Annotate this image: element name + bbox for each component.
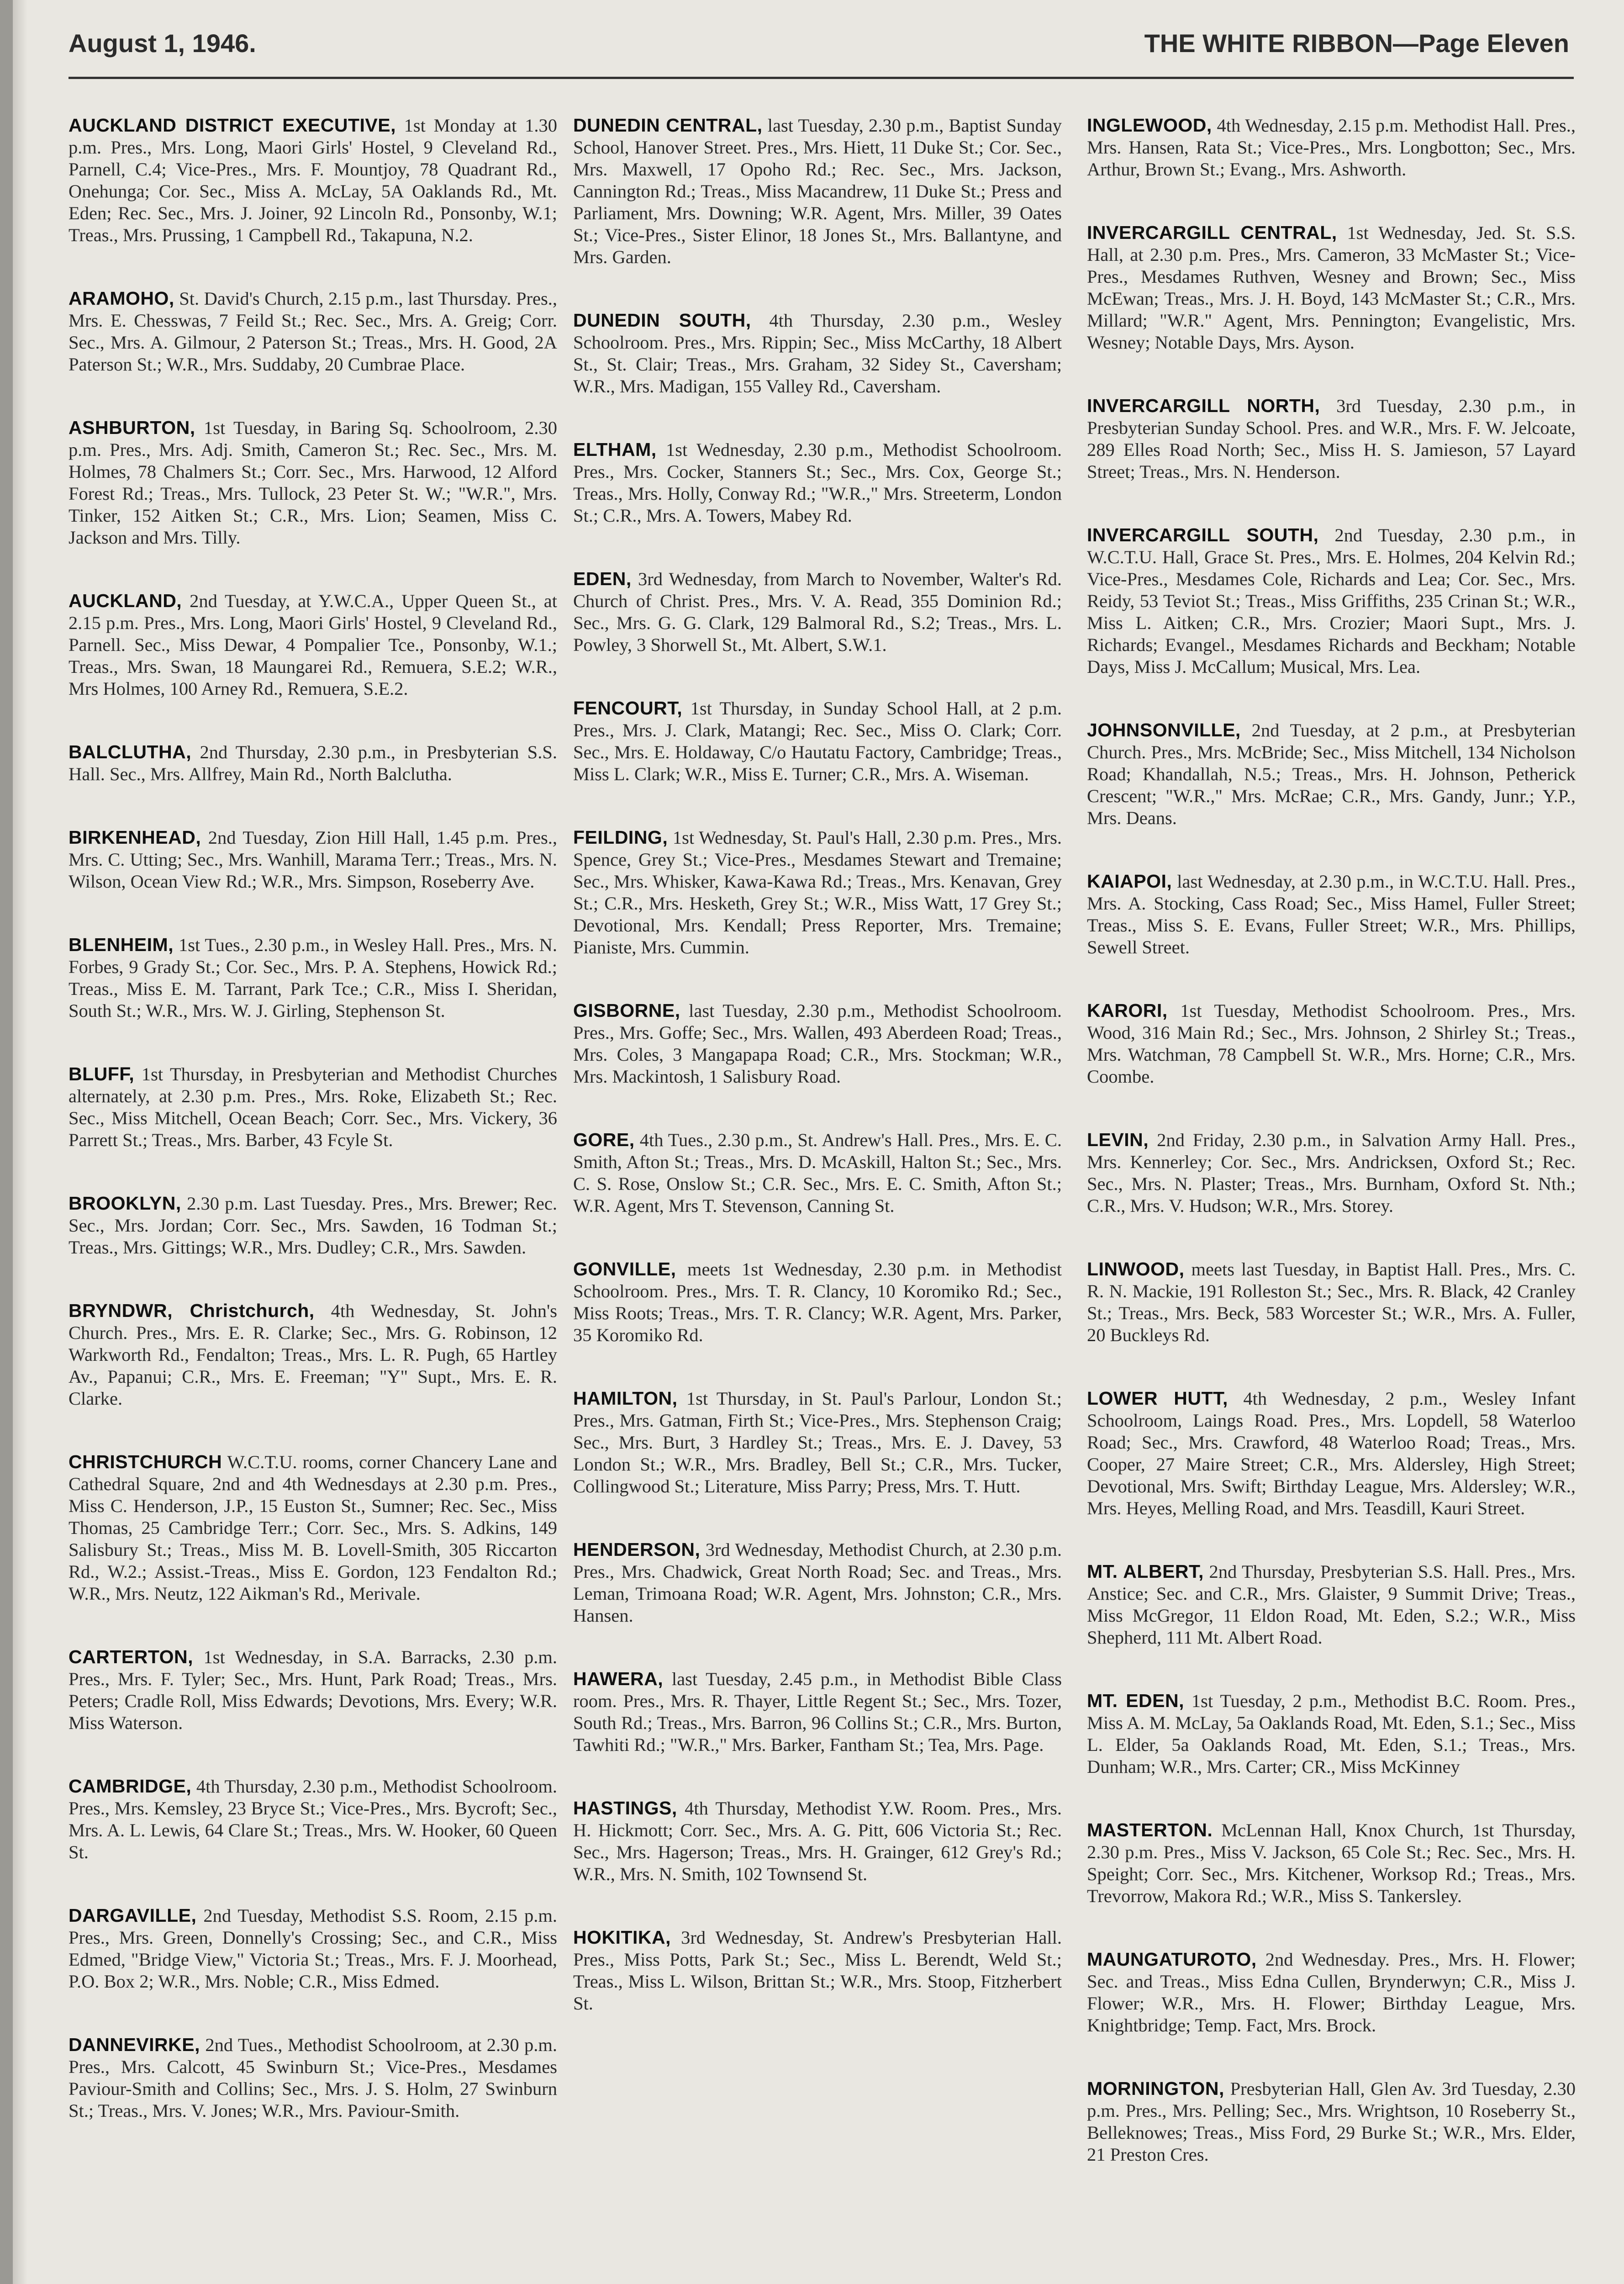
branch-entry	[69, 1904, 557, 1993]
branch-entry	[69, 1775, 557, 1863]
branch-name: LEVIN,	[1087, 1129, 1149, 1150]
branch-entry	[1087, 999, 1576, 1088]
branch-entry	[69, 2034, 557, 2122]
branch-details: 1st Thursday, in Sunday School Hall, at 2 p.m. Pres., Mrs. J. Clark, Matangi; Rec. Sec., Miss O. Clark; Corr. Sec., Mrs. E. Holdaway, C/o Hautatu Factory, Cambridge; Treas., Miss L. Clark; W.R., Miss E. Turner; C.R., Mrs. A. Wiseman.	[573, 698, 1062, 784]
publication-title: THE WHITE RIBBON—Page Eleven	[1144, 29, 1569, 58]
branch-details: last Wednesday, at 2.30 p.m., in W.C.T.U. Hall. Pres., Mrs. A. Stocking, Cass Road; Sec., Miss Hamel, Fuller Street; Treas., Miss S. E. Evans, Fuller Street; W.R., Mrs. Phillips, Sewell Street.	[1087, 871, 1576, 957]
branch-entry	[1087, 1948, 1576, 2036]
branch-details: 1st Tuesday, in Baring Sq. Schoolroom, 2.30 p.m. Pres., Mrs. Adj. Smith, Cameron St.; Rec. Sec., Mrs. M. Holmes, 78 Chalmers St.; Corr. Sec., Mrs. Harwood, 12 Alford Forest Rd.; Treas., Mrs. Tullock, 23 Peter St. W.; "W.R.", Mrs. Tinker, 152 Aitken St.; C.R., Mrs. Lion; Seamen, Miss C. Jackson and Mrs. Tilly.	[69, 418, 558, 548]
branch-name: KAIAPOI,	[1087, 871, 1172, 892]
branch-details: 1st Tues., 2.30 p.m., in Wesley Hall. Pres., Mrs. N. Forbes, 9 Grady St.; Cor. Sec., Mrs. P. A. Stephens, Howick Rd.; Treas., Miss E. M. Tarrant, Park Tce.; C.R., Miss I. Sheridan, South St.; W.R., Mrs. W. J. Girling, Stephenson St.	[69, 935, 557, 1021]
branch-name: MORNINGTON,	[1087, 2078, 1224, 2099]
branch-name: ELTHAM,	[573, 439, 657, 460]
branch-entry	[573, 1668, 1062, 1756]
branch-name: KARORI,	[1087, 1000, 1168, 1021]
branch-name: DANNEVIRKE,	[69, 2034, 200, 2055]
branch-name: HENDERSON,	[573, 1539, 701, 1560]
branch-name: FENCOURT,	[573, 698, 683, 719]
branch-details: 4th Wednesday, 2.15 p.m. Methodist Hall. Pres., Mrs. Hansen, Rata St.; Vice-Pres., Mrs. Longbotton; Sec., Mrs. Arthur, Brown St.; Evang., Mrs. Ashworth.	[1087, 115, 1576, 180]
branch-name: JOHNSONVILLE,	[1087, 719, 1241, 740]
branch-entry	[69, 826, 557, 893]
column-3	[1087, 114, 1576, 2166]
branch-entry	[69, 934, 557, 1022]
branch-name: BLUFF,	[69, 1063, 135, 1084]
branch-details: 1st Wednesday, St. Paul's Hall, 2.30 p.m. Pres., Mrs. Spence, Grey St.; Vice-Pres., Mesdames Stewart and Tremaine; Sec., Mrs. Whisker, Kawa-Kawa Rd.; Treas., Mrs. Kenavan, Grey St.; C.R., Mrs. Hesketh, Grey St.; W.R., Miss Watt, 17 Grey St.; Devotional, Mrs. Kendall; Press Reporter, Mrs. Tremaine; Pianiste, Mrs. Cummin.	[573, 827, 1062, 957]
branch-details: 3rd Wednesday, Methodist Church, at 2.30 p.m. Pres., Mrs. Chadwick, Great North Road; Sec. and Treas., Mrs. Leman, Trimoana Road; W.R. Agent, Mrs. Johnston; C.R., Mrs. Hansen.	[573, 1539, 1062, 1626]
branch-name: HAWERA,	[573, 1668, 664, 1689]
branch-details: 4th Tues., 2.30 p.m., St. Andrew's Hall. Pres., Mrs. E. C. Smith, Afton St.; Treas., Mrs. D. McAskill, Halton St.; Sec., Mrs. C. S. Rose, Onslow St.; C.R. Sec., Mrs. E. C. Smith, Afton St.; W.R. Agent, Mrs T. Stevenson, Canning St.	[573, 1130, 1062, 1216]
branch-name: INVERCARGILL CENTRAL,	[1087, 222, 1337, 243]
branch-name: BROOKLYN,	[69, 1193, 181, 1214]
branch-entry	[69, 1192, 557, 1258]
branch-details: McLennan Hall, Knox Church, 1st Thursday, 2.30 p.m. Pres., Miss V. Jackson, 65 Cole St.; Rec. Sec., Mrs. H. Speight; Corr. Sec., Mrs. Kitchener, Worksop Rd.; Treas., Mrs. Trevorrow, Makora Rd.; W.R., Miss S. Tankersley.	[1087, 1820, 1576, 1906]
branch-details: 3rd Tuesday, 2.30 p.m., in Presbyterian Sunday School. Pres. and W.R., Mrs. F. W. Jelcoate, 289 Elles Road North; Sec., Miss H. S. Jamieson, 57 Layard Street; Treas., Mrs. N. Henderson.	[1087, 396, 1576, 482]
branch-details: W.C.T.U. rooms, corner Chancery Lane and Cathedral Square, 2nd and 4th Wednesdays at 2.30 p.m. Pres., Miss C. Henderson, J.P., 15 Euston St., Sumner; Rec. Sec., Miss Thomas, 25 Cambridge Terr.; Corr. Sec., Mrs. S. Adkins, 149 Salisbury St.; Treas., Miss M. B. Lovell-Smith, 305 Riccarton Rd., W.2.; Assist.-Treas., Miss E. Gordon, 123 Fendalton Rd.; W.R., Mrs. Neutz, 122 Aikman's Rd., Merivale.	[69, 1452, 557, 1604]
branch-details: 4th Wednesday, St. John's Church. Pres., Mrs. E. R. Clarke; Sec., Mrs. G. Robinson, 12 Warkworth Rd., Fendalton; Treas., Mrs. L. R. Pugh, 65 Hartley Av., Papanui; C.R., Mrs. E. Freeman; "Y" Supt., Mrs. E. R. Clarke.	[69, 1301, 558, 1409]
branch-details: 2nd Tues., Methodist Schoolroom, at 2.30 p.m. Pres., Mrs. Calcott, 45 Swinburn St.; Vice-Pres., Mesdames Paviour-Smith and Collins; Sec., Mrs. J. S. Holm, 27 Swinburn St.; Treas., Mrs. V. Jones; W.R., Mrs. Paviour-Smith.	[69, 2035, 558, 2121]
branch-name: INVERCARGILL SOUTH,	[1087, 524, 1319, 545]
branch-name: ASHBURTON,	[69, 417, 195, 438]
branch-entry	[573, 568, 1062, 656]
branch-name: AUCKLAND DISTRICT EXECUTIVE,	[69, 115, 396, 136]
branch-name: HASTINGS,	[573, 1798, 677, 1819]
branch-entry	[1087, 114, 1576, 180]
branch-details: 3rd Wednesday, from March to November, Walter's Rd. Church of Christ. Pres., Mrs. V. A. Read, 355 Dominion Rd.; Sec., Mrs. G. G. Clark, 129 Balmoral Rd., S.2; Treas., Mrs. L. Powley, 3 Shorwell St., Mt. Albert, S.W.1.	[573, 569, 1062, 655]
branch-name: BIRKENHEAD,	[69, 827, 201, 848]
branch-entry	[573, 309, 1062, 397]
branch-entry	[573, 826, 1062, 958]
branch-name: DUNEDIN SOUTH,	[573, 310, 751, 331]
branch-entry	[573, 1926, 1062, 2014]
branch-name: FEILDING,	[573, 827, 668, 848]
branch-details: 2nd Thursday, Presbyterian S.S. Hall. Pres., Mrs. Anstice; Sec. and C.R., Mrs. Glaister, 9 Summit Drive; Treas., Miss McGregor, 11 Eldon Road, Mt. Eden, S.2.; W.R., Miss Shepherd, 111 Mt. Albert Road.	[1087, 1561, 1576, 1648]
branch-details: Presbyterian Hall, Glen Av. 3rd Tuesday, 2.30 p.m. Pres., Mrs. Pelling; Sec., Mrs. Wrightson, 10 Roseberry St., Belleknowes; Treas., Miss Ford, 29 Burke St.; W.R., Mrs. Elder, 21 Preston Cres.	[1087, 2078, 1576, 2165]
page-binding-edge	[0, 0, 13, 2284]
branch-entry	[1087, 1129, 1576, 1217]
branch-entry	[573, 999, 1062, 1088]
branch-name: INVERCARGILL NORTH,	[1087, 395, 1320, 416]
branch-entry	[573, 1387, 1062, 1497]
branch-details: 1st Monday at 1.30 p.m. Pres., Mrs. Long, Maori Girls' Hostel, 9 Cleveland Rd., Parnell, C.4; Vice-Pres., Mrs. F. Mountjoy, 78 Quadrant Rd., Onehunga; Cor. Sec., Miss A. McLay, 5A Oaklands Rd., Mt. Eden; Rec. Sec., Mrs. J. Joiner, 92 Lincoln Rd., Ponsonby, W.1; Treas., Mrs. Prussing, 1 Campbell Rd., Takapuna, N.2.	[69, 115, 557, 245]
branch-entry	[573, 1129, 1062, 1217]
branch-entry	[69, 114, 557, 246]
branch-entry	[69, 1063, 557, 1151]
branch-details: last Tuesday, 2.45 p.m., in Methodist Bible Class room. Pres., Mrs. R. Thayer, Little Regent St.; Sec., Mrs. Tozer, South Rd.; Treas., Mrs. Barron, 96 Collins St.; C.R., Mrs. Burton, Tawhiti Rd.; "W.R.," Mrs. Barker, Fantham St.; Tea, Mrs. Page.	[573, 1669, 1062, 1755]
branch-details: 1st Tuesday, 2 p.m., Methodist B.C. Room. Pres., Miss A. M. McLay, 5a Oaklands Road, Mt. Eden, S.1.; Sec., Miss L. Elder, 5a Oaklands Road, Mt. Eden, S.1.; Treas., Mrs. Dunham; W.R., Mrs. Carter; CR., Miss McKinney	[1087, 1691, 1576, 1777]
branch-details: 4th Thursday, 2.30 p.m., Wesley Schoolroom. Pres., Mrs. Rippin; Sec., Miss McCarthy, 18 Albert St., St. Clair; Treas., Mrs. Graham, 32 Sidey St., Caversham; W.R., Mrs. Madigan, 155 Valley Rd., Caversham.	[573, 310, 1062, 397]
branch-details: 1st Thursday, in St. Paul's Parlour, London St.; Pres., Mrs. Gatman, Firth St.; Vice-Pres., Mrs. Stephenson Craig; Sec., Mrs. Burt, 3 Hardley St.; Treas., Mrs. E. J. Davey, 53 London St.; W.R., Mrs. Bradley, Bell St.; C.R., Mrs. Tucker, Collingwood St.; Literature, Miss Parry; Press, Mrs. T. Hutt.	[573, 1388, 1062, 1496]
branch-name: EDEN,	[573, 568, 632, 589]
branch-entry	[1087, 2078, 1576, 2166]
branch-entry	[1087, 524, 1576, 678]
branch-entry	[69, 287, 557, 375]
branch-details: 1st Wednesday, Jed. St. S.S. Hall, at 2.30 p.m. Pres., Mrs. Cameron, 33 McMaster St.; Vice-Pres., Mesdames Ruthven, Wesney and Brown; Sec., Miss McEwan; Treas., Mrs. J. H. Boyd, 143 McMaster St.; C.R., Mrs. Millard; "W.R." Agent, Mrs. Pennington; Evangelistic, Mrs. Wesney; Notable Days, Mrs. Ayson.	[1087, 222, 1576, 353]
branch-name: BRYNDWR, Christchurch,	[69, 1300, 315, 1321]
branch-entry	[573, 1797, 1062, 1885]
branch-name: ARAMOHO,	[69, 288, 174, 309]
branch-entry	[573, 1258, 1062, 1346]
branch-name: INGLEWOOD,	[1087, 115, 1212, 136]
branch-entry	[1087, 1560, 1576, 1649]
branch-details: 3rd Wednesday, St. Andrew's Presbyterian Hall. Pres., Miss Potts, Park St.; Sec., Miss L. Berendt, Weld St.; Treas., Miss L. Wilson, Brittan St.; W.R., Mrs. Stoop, Fitzherbert St.	[573, 1927, 1062, 2014]
branch-entry	[69, 590, 557, 700]
branch-name: GONVILLE,	[573, 1258, 676, 1279]
branch-entry	[1087, 1690, 1576, 1778]
branch-entry	[1087, 1819, 1576, 1907]
branch-name: DARGAVILLE,	[69, 1905, 197, 1926]
branch-details: 1st Wednesday, 2.30 p.m., Methodist Schoolroom. Pres., Mrs. Cocker, Stanners St.; Sec., Mrs. Cox, George St.; Treas., Mrs. Holly, Conway Rd.; "W.R.," Mrs. Streeterm, London St.; C.R., Mrs. A. Towers, Mabey Rd.	[573, 439, 1062, 526]
branch-entry	[573, 1539, 1062, 1627]
branch-details: 2nd Tuesday, at 2 p.m., at Presbyterian Church. Pres., Mrs. McBride; Sec., Miss Mitchell, 134 Nicholson Road; Khandallah, N.5.; Treas., Mrs. H. Johnson, Petherick Crescent; "W.R.," Mrs. McRae; C.R., Mrs. Gandy, Junr.; Y.P., Mrs. Deans.	[1087, 720, 1576, 828]
branch-entry	[1087, 1258, 1576, 1346]
branch-entry	[69, 1451, 557, 1605]
branch-details: last Tuesday, 2.30 p.m., Methodist Schoolroom. Pres., Mrs. Goffe; Sec., Mrs. Wallen, 493 Aberdeen Road; Treas., Mrs. Coles, 3 Mangapapa Road; C.R., Mrs. Stockman; W.R., Mrs. Mackintosh, 1 Salisbury Road.	[573, 1000, 1062, 1087]
branch-details: 4th Wednesday, 2 p.m., Wesley Infant Schoolroom, Laings Road. Pres., Mrs. Lopdell, 58 Waterloo Road; Sec., Mrs. Crawford, 48 Waterloo Road; Treas., Mrs. Cooper, 27 Maire Street; C.R., Mrs. Aldersley, High Street; Devotional, Mrs. Swift; Birthday League, Mrs. Aldersley; W.R., Mrs. Heyes, Melling Road, and Mrs. Teasdill, Kauri Street.	[1087, 1388, 1576, 1518]
branch-entry	[1087, 395, 1576, 483]
branch-details: last Tuesday, 2.30 p.m., Baptist Sunday School, Hanover Street. Pres., Mrs. Hiett, 11 Duke St.; Cor. Sec., Mrs. Maxwell, 17 Opoho Rd.; Rec. Sec., Mrs. Jackson, Cannington Rd.; Treas., Miss Macandrew, 11 Duke St.; Press and Parliament, Mrs. Downing; W.R. Agent, Mrs. Miller, 39 Oates St.; Vice-Pres., Sister Elinor, 18 Jones St., Mrs. Ballantyne, and Mrs. Garden.	[573, 115, 1062, 267]
branch-name: BLENHEIM,	[69, 934, 174, 955]
branch-entry	[69, 417, 557, 549]
branch-details: 2nd Friday, 2.30 p.m., in Salvation Army Hall. Pres., Mrs. Kennerley; Cor. Sec., Mrs. Andricksen, Oxford St.; Rec. Sec., Mrs. N. Plaster; Treas., Mrs. Burnham, Oxford St. Nth.; C.R., Mrs. V. Hudson; W.R., Mrs. Storey.	[1087, 1130, 1576, 1216]
branch-name: MT. EDEN,	[1087, 1690, 1185, 1711]
branch-name: MASTERTON.	[1087, 1819, 1213, 1840]
branch-details: St. David's Church, 2.15 p.m., last Thursday. Pres., Mrs. E. Chesswas, 7 Feild St.; Rec. Sec., Mrs. A. Greig; Corr. Sec., Mrs. A. Gilmour, 2 Paterson St.; Treas., Mrs. H. Good, 2A Paterson St.; W.R., Mrs. Suddaby, 20 Cumbrae Place.	[69, 288, 557, 375]
branch-details: meets 1st Wednesday, 2.30 p.m. in Methodist Schoolroom. Pres., Mrs. T. R. Clancy, 10 Koromiko Rd.; Sec., Miss Roots; Treas., Mrs. T. R. Clancy; W.R. Agent, Mrs. Parker, 35 Koromiko Rd.	[573, 1259, 1062, 1345]
header-rule	[69, 77, 1574, 79]
branch-entry	[1087, 222, 1576, 354]
branch-entry	[1087, 1387, 1576, 1519]
branch-name: CARTERTON,	[69, 1646, 194, 1667]
column-1	[69, 114, 557, 2122]
branch-details: 1st Thursday, in Presbyterian and Methodist Churches alternately, at 2.30 p.m. Pres., Mrs. Roke, Elizabeth St.; Rec. Sec., Miss Mitchell, Ocean Beach; Corr. Sec., Mrs. Vickery, 36 Parrett St.; Treas., Mrs. Barber, 43 Fcyle St.	[69, 1064, 558, 1150]
branch-name: BALCLUTHA,	[69, 741, 192, 762]
branch-name: LOWER HUTT,	[1087, 1388, 1228, 1409]
branch-details: 4th Thursday, 2.30 p.m., Methodist Schoolroom. Pres., Mrs. Kemsley, 23 Bryce St.; Vice-Pres., Mrs. Bycroft; Sec., Mrs. A. L. Lewis, 64 Clare St.; Treas., Mrs. W. Hooker, 60 Queen St.	[69, 1776, 557, 1862]
branch-details: 2nd Tuesday, at Y.W.C.A., Upper Queen St., at 2.15 p.m. Pres., Mrs. Long, Maori Girls' Hostel, 9 Cleveland Rd., Parnell. Sec., Miss Dewar, 4 Pompalier Tce., Ponsonby, W.1.; Treas., Mrs. Swan, 18 Maungarei Rd., Remuera, S.E.2; W.R., Mrs Holmes, 100 Arney Rd., Remuera, S.E.2.	[69, 591, 557, 699]
branch-entry	[69, 741, 557, 785]
branch-details: 2.30 p.m. Last Tuesday. Pres., Mrs. Brewer; Rec. Sec., Mrs. Jordan; Corr. Sec., Mrs. Sawden, 16 Todman St.; Treas., Mrs. Gittings; W.R., Mrs. Dudley; C.R., Mrs. Sawden.	[69, 1193, 558, 1258]
branch-name: HAMILTON,	[573, 1388, 678, 1409]
branch-name: CAMBRIDGE,	[69, 1776, 192, 1797]
issue-date: August 1, 1946.	[69, 29, 256, 58]
branch-entry	[69, 1300, 557, 1410]
branch-entry	[1087, 719, 1576, 829]
branch-details: 2nd Tuesday, 2.30 p.m., in W.C.T.U. Hall, Grace St. Pres., Mrs. E. Holmes, 204 Kelvin Rd.; Vice-Pres., Mesdames Cole, Richards and Lea; Cor. Sec., Mrs. Reidy, 53 Teviot St.; Treas., Miss Griffiths, 235 Crinan St.; W.R., Miss L. Aitken; C.R., Mrs. Crozier; Maori Supt., Mrs. J. Richards; Evangel., Mesdames Richards and Beckham; Notable Days, Miss J. McCallum; Musical, Mrs. Lea.	[1087, 525, 1576, 677]
branch-name: MT. ALBERT,	[1087, 1561, 1204, 1582]
branch-details: 1st Tuesday, Methodist Schoolroom. Pres., Mrs. Wood, 316 Main Rd.; Sec., Mrs. Johnson, 2 Shirley St.; Treas., Mrs. Watchman, 78 Campbell St. W.R., Mrs. Horne; C.R., Mrs. Coombe.	[1087, 1000, 1576, 1087]
branch-name: LINWOOD,	[1087, 1258, 1185, 1279]
branch-entry	[573, 114, 1062, 268]
branch-details: 4th Thursday, Methodist Y.W. Room. Pres., Mrs. H. Hickmott; Corr. Sec., Mrs. A. G. Pitt, 606 Victoria St.; Rec. Sec., Mrs. Hagerson; Treas., Mrs. H. Grainger, 612 Grey's Rd.; W.R., Mrs. N. Smith, 102 Townsend St.	[573, 1798, 1062, 1884]
branch-details: 2nd Tuesday, Zion Hill Hall, 1.45 p.m. Pres., Mrs. C. Utting; Sec., Mrs. Wanhill, Marama Terr.; Treas., Mrs. N. Wilson, Ocean View Rd.; W.R., Mrs. Simpson, Roseberry Ave.	[69, 827, 558, 892]
branch-name: DUNEDIN CENTRAL,	[573, 115, 763, 136]
branch-name: MAUNGATUROTO,	[1087, 1949, 1257, 1970]
branch-entry	[69, 1646, 557, 1734]
branch-name: AUCKLAND,	[69, 590, 182, 611]
branch-details: 2nd Wednesday. Pres., Mrs. H. Flower; Sec. and Treas., Miss Edna Cullen, Brynderwyn; C.R., Miss J. Flower; W.R., Mrs. H. Flower; Birthday League, Mrs. Knightbridge; Temp. Fact, Mrs. Brock.	[1087, 1949, 1576, 2036]
branch-name: GISBORNE,	[573, 1000, 680, 1021]
column-2	[573, 114, 1062, 2014]
branch-details: 1st Wednesday, in S.A. Barracks, 2.30 p.m. Pres., Mrs. F. Tyler; Sec., Mrs. Hunt, Park Road; Treas., Mrs. Peters; Cradle Roll, Miss Edwards; Devotions, Mrs. Every; W.R. Miss Waterson.	[69, 1647, 557, 1733]
branch-entry	[573, 697, 1062, 785]
branch-name: HOKITIKA,	[573, 1927, 671, 1948]
branch-details: meets last Tuesday, in Baptist Hall. Pres., Mrs. C. R. N. Mackie, 191 Rolleston St.; Sec., Mrs. R. Black, 42 Cranley St.; Treas., Mrs. Beck, 583 Worcester St.; W.R., Mrs. A. Fuller, 20 Buckleys Rd.	[1087, 1259, 1576, 1345]
branch-name: CHRISTCHURCH	[69, 1451, 222, 1472]
branch-details: 2nd Tuesday, Methodist S.S. Room, 2.15 p.m. Pres., Mrs. Green, Donnelly's Crossing; Sec., and C.R., Miss Edmed, "Bridge View," Victoria St.; Treas., Mrs. F. J. Moorhead, P.O. Box 2; W.R., Mrs. Noble; C.R., Miss Edmed.	[69, 1905, 557, 1992]
branch-entry	[573, 439, 1062, 527]
page-edge-shadow	[13, 0, 27, 2284]
branch-name: GORE,	[573, 1129, 635, 1150]
branch-details: 2nd Thursday, 2.30 p.m., in Presbyterian S.S. Hall. Sec., Mrs. Allfrey, Main Rd., North Balclutha.	[69, 742, 557, 784]
branch-entry	[1087, 870, 1576, 958]
